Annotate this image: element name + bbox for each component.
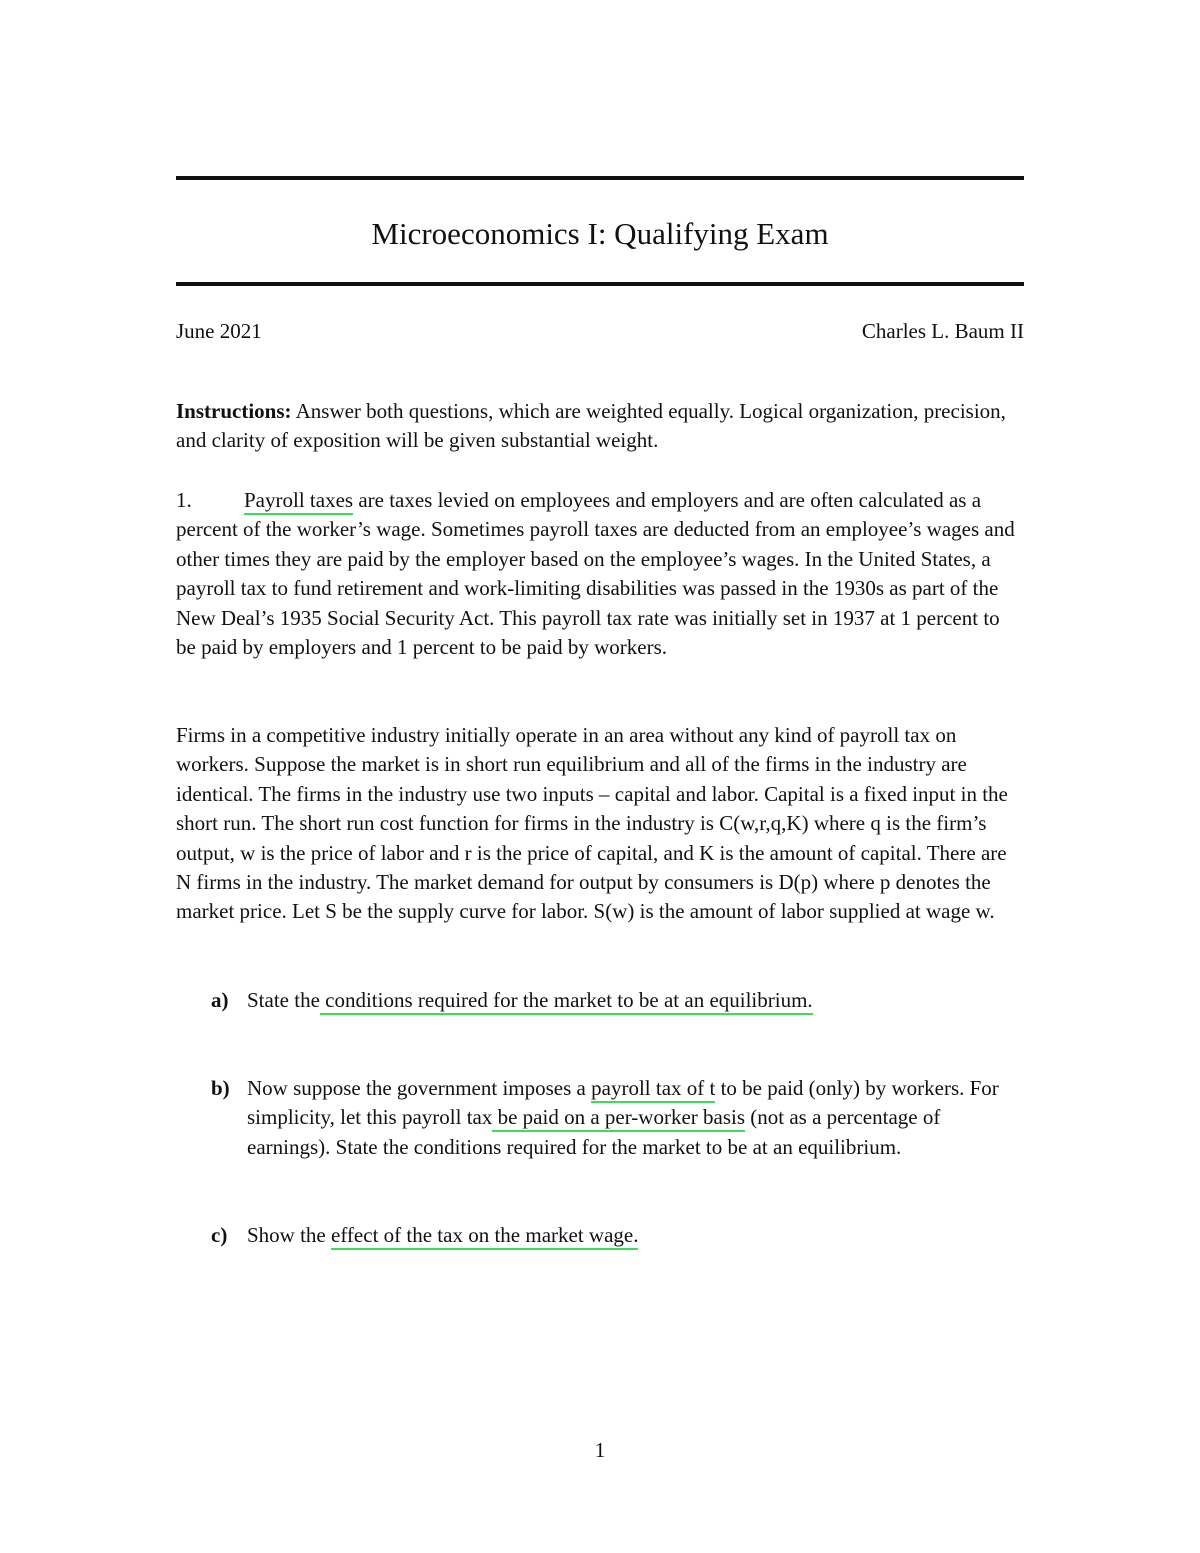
- part-c-text: Show the effect of the tax on the market wage.: [247, 1221, 1024, 1250]
- part-a-label: a): [211, 988, 229, 1012]
- highlight-per-worker-basis: be paid on a per-worker basis: [492, 1105, 745, 1132]
- part-b-label: b): [211, 1076, 230, 1100]
- part-a: [211, 986, 1024, 1015]
- exam-date: June 2021: [176, 319, 262, 343]
- instructions-label: Instructions:: [176, 399, 292, 423]
- question-1-text: are taxes levied on employees and employers and are often calculated as a percent of the worker’s wage. Sometimes payroll taxes are deducted from an employee’s wages and other times they are paid by the employer based on the employee’s wages. In the United States, a payroll tax to fund retirement and work-limiting disabilities was passed in the 1930s as part of the New Deal’s 1935 Social Security Act. This payroll tax rate was initially set in 1937 at 1 percent to be paid by employers and 1 percent to be paid by workers.: [176, 488, 1015, 660]
- highlight-equilibrium-conditions: conditions required for the market to be at an equilibrium.: [320, 988, 813, 1015]
- highlight-payroll-taxes: Payroll taxes: [244, 488, 353, 515]
- author-name: Charles L. Baum II: [861, 319, 1024, 343]
- part-b-text: Now suppose the government imposes a payroll tax of t to be paid (only) by workers. For simplicity, let this payroll tax be paid on a per-worker basis (not as a percentage of earnings). State the conditions required for the market to be at an equilibrium.: [247, 1076, 999, 1159]
- part-c-label: c): [211, 1223, 228, 1247]
- question-1-paragraph: [176, 486, 1024, 662]
- question-1-setup-paragraph: Firms in a competitive industry initially operate in an area without any kind of payroll tax on workers. Suppose the market is in short run equilibrium and all of the firms in the industry are identical. The firms in the industry use two inputs – capital and labor. Capital is a fixed input in the short run. The short run cost function for firms in the industry is C(w,r,q,K) where q is the firm’s output, w is the price of labor and r is the price of capital, and K is the amount of capital. There are N firms in the industry. The market demand for output by consumers is D(p) where p denotes the market price. Let S be the supply curve for labor. S(w) is the amount of labor supplied at wage w.: [176, 723, 1008, 924]
- instructions-paragraph: [176, 397, 1024, 456]
- page-number: 1: [594, 1438, 606, 1462]
- highlight-effect-on-wage: effect of the tax on the market wage.: [331, 1223, 638, 1250]
- highlight-payroll-tax-of-t: payroll tax of t: [591, 1076, 715, 1103]
- part-b: [211, 1074, 1024, 1162]
- question-1-number: 1.: [176, 488, 192, 512]
- document-title: Microeconomics I: Qualifying Exam: [371, 216, 829, 251]
- bottom-rule: [176, 282, 1024, 286]
- instructions-text: Answer both questions, which are weighted equally. Logical organization, precision, and clarity of exposition will be given substantial weight.: [176, 399, 1006, 453]
- part-c: [211, 1221, 1024, 1250]
- part-a-text: State the conditions required for the market to be at an equilibrium.: [247, 986, 1024, 1015]
- top-rule: [176, 176, 1024, 180]
